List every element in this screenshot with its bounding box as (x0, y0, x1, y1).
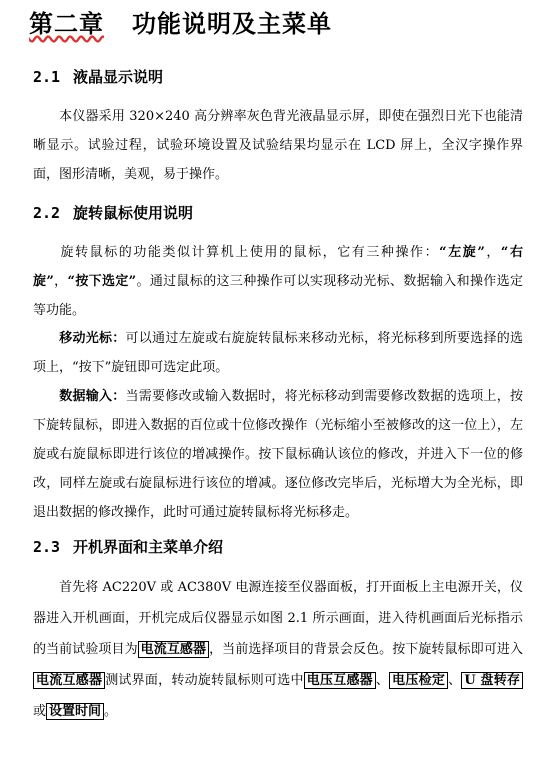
section-heading-2-3 (33, 536, 223, 557)
paragraph-mouse-intro (33, 238, 523, 325)
menu-item-voltage-transformer: 电压互感器 (304, 672, 376, 689)
paragraph-startup (33, 572, 523, 727)
keyword-left-rotate: “左旋” (439, 245, 485, 260)
menu-item-current-transformer: 电流互感器 (138, 641, 209, 658)
term-move-cursor: 移动光标： (59, 331, 126, 346)
section-number: 2.3 (33, 538, 61, 556)
paragraph-lcd (33, 102, 523, 189)
section-heading-2-1 (33, 66, 163, 87)
paragraph-text: 可以通过左旋或右旋旋转鼠标来移动光标，将光标移到所要选择的选项上，“按下”旋钮即可选定此项。 (33, 331, 523, 375)
menu-item-set-time: 设置时间 (46, 703, 104, 720)
section-title: 开机界面和主菜单介绍 (73, 538, 224, 556)
section-heading-2-2 (33, 202, 193, 223)
chapter-name: 功能说明及主菜单 (132, 9, 332, 38)
term-data-input: 数据输入： (59, 389, 126, 404)
menu-item-current-transformer: 电流互感器 (33, 672, 105, 689)
section-title: 旋转鼠标使用说明 (73, 204, 194, 222)
menu-item-usb-transfer: U 盘转存 (461, 672, 523, 689)
section-title: 液晶显示说明 (73, 68, 164, 86)
separator: 或 (33, 704, 47, 719)
paragraph-text: 旋转鼠标的功能类似计算机上使用的鼠标，它有三种操作： (59, 245, 440, 260)
chapter-title (29, 4, 332, 39)
paragraph-move-cursor (33, 324, 523, 382)
separator: ， (53, 274, 68, 289)
paragraph-text: 本仪器采用 320×240 高分辨率灰色背光液晶显示屏，即使在强烈日光下也能清晰显示。试验过程，试验环境设置及试验结果均显示在 LCD 屏上，全汉字操作界面，图形清晰，美观，易于操作。 (33, 109, 523, 182)
chapter-number: 第二章 (29, 9, 104, 38)
separator: 。 (104, 704, 118, 719)
separator: ， (484, 245, 501, 260)
paragraph-data-input (33, 382, 523, 527)
section-number: 2.2 (33, 204, 61, 222)
section-number: 2.1 (33, 68, 61, 86)
keyword-press-select: “按下选定” (67, 274, 137, 289)
separator: 、 (448, 673, 462, 688)
separator: 、 (375, 673, 390, 688)
paragraph-text: 首先将 AC220V 或 AC380V 电源连接至仪器面板，打开面板上主电源开关，仪器进入开机画面，开机完成后仪器显示如图 2.1 所示画面，进入待机画面后光标指示的当前试验项目为 (33, 580, 523, 657)
menu-item-voltage-verification: 电压检定 (389, 672, 448, 689)
keyword-right-rotate: “右旋” (33, 245, 523, 289)
paragraph-text: ，当前选择项目的背景会反色。按下旋转鼠标即可进入 (209, 642, 523, 657)
paragraph-text: 。通过鼠标的这三种操作可以实现移动光标、数据输入和操作选定等功能。 (33, 274, 523, 318)
paragraph-text: 测试界面，转动旋转鼠标则可选中 (105, 673, 304, 688)
paragraph-text: 当需要修改或输入数据时，将光标移动到需要修改数据的选项上，按下旋转鼠标，即进入数据的百位或十位修改操作（光标缩小至被修改的这一位上），左旋或右旋鼠标即进行该位的增减操作。按下鼠标确认该位的修改，并进入下一位的修改，同样左旋或右旋鼠标进行该位的增减。逐位修改完毕后，光标增大为全光标，即退出数据的修改操作，此时可通过旋转鼠标将光标移走。 (33, 389, 523, 520)
